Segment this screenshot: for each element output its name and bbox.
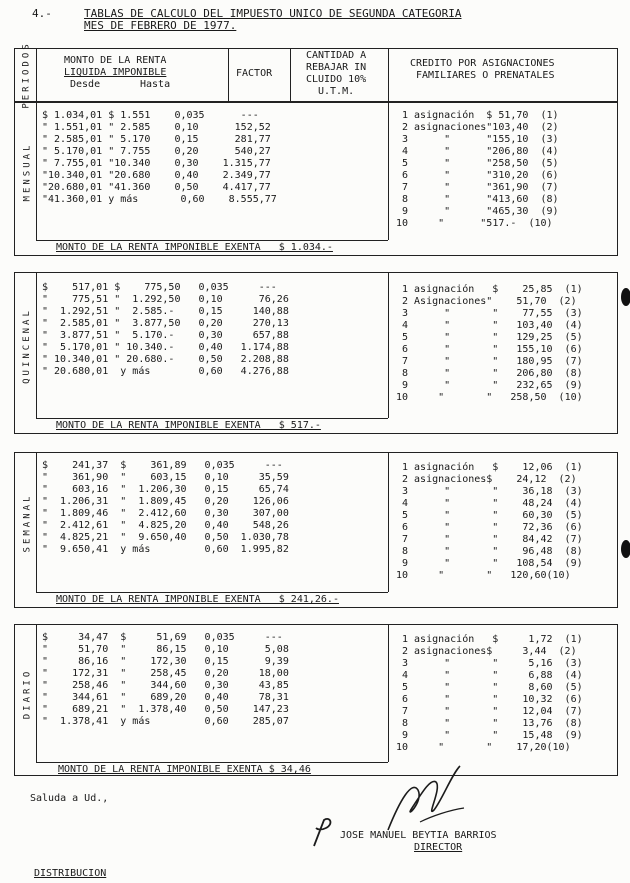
credit-row: 10 " "517.- (10) [396,218,553,229]
rate-row: " 2.585,01 " 3.877,50 0,20 270,13 [42,318,289,329]
credit-row: 7 " " 12,04 (7) [402,706,583,717]
rate-row: " 9.650,41 y más 0,60 1.995,82 [42,544,289,555]
credit-row: 9 " " 15,48 (9) [402,730,583,741]
rate-row: " 51,70 " 86,15 0,10 5,08 [42,644,289,655]
signature [360,760,490,840]
rate-row: " 10.340,01 " 20.680.- 0,50 2.208,88 [42,354,289,365]
rate-row: $ 1.034,01 $ 1.551 0,035 --- [42,110,259,121]
rate-row: " 344,61 " 689,20 0,40 78,31 [42,692,289,703]
credit-row: 10 " " 17,20(10) [396,742,571,753]
exenta-line: MONTO DE LA RENTA IMPONIBLE EXENTA $ 241,26.- [56,594,339,605]
saluda-text: Saluda a Ud., [30,793,109,804]
rate-row: " 86,16 " 172,30 0,15 9,39 [42,656,289,667]
monto-header-2: LIQUIDA IMPONIBLE [64,67,167,78]
credit-row: 6 " " 72,36 (6) [402,522,583,533]
rate-row: " 5.170,01 " 10.340.- 0,40 1.174,88 [42,342,289,353]
credit-row: 1 asignación $ 25,85 (1) [402,284,583,295]
cantidad-header-2: REBAJAR IN [306,62,367,73]
rate-row: " 2.412,61 " 4.825,20 0,40 548,26 [42,520,289,531]
credit-row: 8 " " 13,76 (8) [402,718,583,729]
rate-row: " 1.378,41 y más 0,60 285,07 [42,716,289,727]
credit-row: 7 " " 84,42 (7) [402,534,583,545]
rate-row: " 775,51 " 1.292,50 0,10 76,26 [42,294,289,305]
hasta-header: Hasta [140,79,171,90]
credit-row: 2 asignaciones"103,40 (2) [402,122,559,133]
rate-row: $ 34,47 $ 51,69 0,035 --- [42,632,283,643]
credit-row: 8 " " 206,80 (8) [402,368,583,379]
credit-row: 2 asignaciones$ 24,12 (2) [402,474,577,485]
distribucion-label: DISTRIBUCION [34,868,107,879]
monto-header: MONTO DE LA RENTA [64,55,167,66]
rate-row: " 689,21 " 1.378,40 0,50 147,23 [42,704,289,715]
credit-row: 1 asignación $ 1,72 (1) [402,634,583,645]
credit-row: 7 " " 180,95 (7) [402,356,583,367]
rate-row: " 172,31 " 258,45 0,20 18,00 [42,668,289,679]
rate-row: $ 241,37 $ 361,89 0,035 --- [42,460,283,471]
signature-initial [300,814,340,850]
exenta-line: MONTO DE LA RENTA IMPONIBLE EXENTA $ 517.- [56,420,321,431]
period-label: SEMANAL [22,493,32,553]
credit-row: 3 " "155,10 (3) [402,134,559,145]
desde-header: Desde [70,79,101,90]
credit-row: 6 " " 10,32 (6) [402,694,583,705]
signer-role: DIRECTOR [414,842,463,853]
rate-row: " 1.809,46 " 2.412,60 0,30 307,00 [42,508,289,519]
rate-row: " 603,16 " 1.206,30 0,15 65,74 [42,484,289,495]
credit-row: 6 " "310,20 (6) [402,170,559,181]
factor-header: FACTOR [236,68,273,79]
credit-row: 9 " " 108,54 (9) [402,558,583,569]
period-label: QUINCENAL [22,308,32,384]
cantidad-header-3: CLUIDO 10% [306,74,367,85]
table-subtitle: MES DE FEBRERO DE 1977. [84,19,237,32]
credit-row: 10 " " 258,50 (10) [396,392,583,403]
rate-row: "20.680,01 "41.360 0,50 4.417,77 [42,182,271,193]
period-label: DIARIO [22,668,33,720]
credit-row: 8 " " 96,48 (8) [402,546,583,557]
credit-row: 5 " " 129,25 (5) [402,332,583,343]
exenta-line: MONTO DE LA RENTA IMPONIBLE EXENTA $ 34,46 [58,764,311,775]
credito-header: CREDITO POR ASIGNACIONES [410,58,555,69]
credit-row: 2 Asignaciones" 51,70 (2) [402,296,577,307]
cantidad-header: CANTIDAD A [306,50,367,61]
table-title: TABLAS DE CALCULO DEL IMPUESTO UNICO DE SEGUNDA CATEGORIA [84,7,462,20]
credit-row: 5 " " 60,30 (5) [402,510,583,521]
credit-row: 4 " " 48,24 (4) [402,498,583,509]
credit-row: 5 " "258,50 (5) [402,158,559,169]
credit-row: 1 asignación $ 12,06 (1) [402,462,583,473]
credit-row: 4 " " 103,40 (4) [402,320,583,331]
credit-row: 9 " " 232,65 (9) [402,380,583,391]
rate-row: " 361,90 " 603,15 0,10 35,59 [42,472,289,483]
signer-name: JOSE MANUEL BEYTIA BARRIOS [340,830,497,841]
credit-row: 6 " " 155,10 (6) [402,344,583,355]
rate-row: " 1.206,31 " 1.809,45 0,20 126,06 [42,496,289,507]
rate-row: " 5.170,01 " 7.755 0,20 540,27 [42,146,271,157]
exenta-line: MONTO DE LA RENTA IMPONIBLE EXENTA $ 1.034.- [56,242,333,253]
credit-row: 4 " " 6,88 (4) [402,670,583,681]
credit-row: 10 " " 120,60(10) [396,570,571,581]
rate-row: " 20.680,01 y más 0,60 4.276,88 [42,366,289,377]
credit-row: 2 asignaciones$ 3,44 (2) [402,646,577,657]
section-number: 4.- [32,7,52,20]
rate-row: " 258,46 " 344,60 0,30 43,85 [42,680,289,691]
rate-row: " 1.292,51 " 2.585.- 0,15 140,88 [42,306,289,317]
credit-row: 4 " "206,80 (4) [402,146,559,157]
credito-header-2: FAMILIARES O PRENATALES [416,70,555,81]
periodo-header: PERIODOS [22,41,33,109]
period-label: MENSUAL [22,142,32,202]
credit-row: 3 " " 36,18 (3) [402,486,583,497]
rate-row: " 7.755,01 "10.340 0,30 1.315,77 [42,158,271,169]
rate-row: " 3.877,51 " 5.170.- 0,30 657,88 [42,330,289,341]
credit-row: 3 " " 77,55 (3) [402,308,583,319]
rate-row: "10.340,01 "20.680 0,40 2.349,77 [42,170,271,181]
rate-row: $ 517,01 $ 775,50 0,035 --- [42,282,277,293]
punch-hole [621,288,630,306]
rate-row: " 2.585,01 " 5.170 0,15 281,77 [42,134,271,145]
rate-row: " 1.551,01 " 2.585 0,10 152,52 [42,122,271,133]
punch-hole [621,540,630,558]
rate-row: "41.360,01 y más 0,60 8.555,77 [42,194,277,205]
credit-row: 3 " " 5,16 (3) [402,658,583,669]
credit-row: 5 " " 8,60 (5) [402,682,583,693]
credit-row: 1 asignación $ 51,70 (1) [402,110,559,121]
credit-row: 7 " "361,90 (7) [402,182,559,193]
cantidad-header-4: U.T.M. [318,86,355,97]
rate-row: " 4.825,21 " 9.650,40 0,50 1.030,78 [42,532,289,543]
credit-row: 8 " "413,60 (8) [402,194,559,205]
credit-row: 9 " "465,30 (9) [402,206,559,217]
